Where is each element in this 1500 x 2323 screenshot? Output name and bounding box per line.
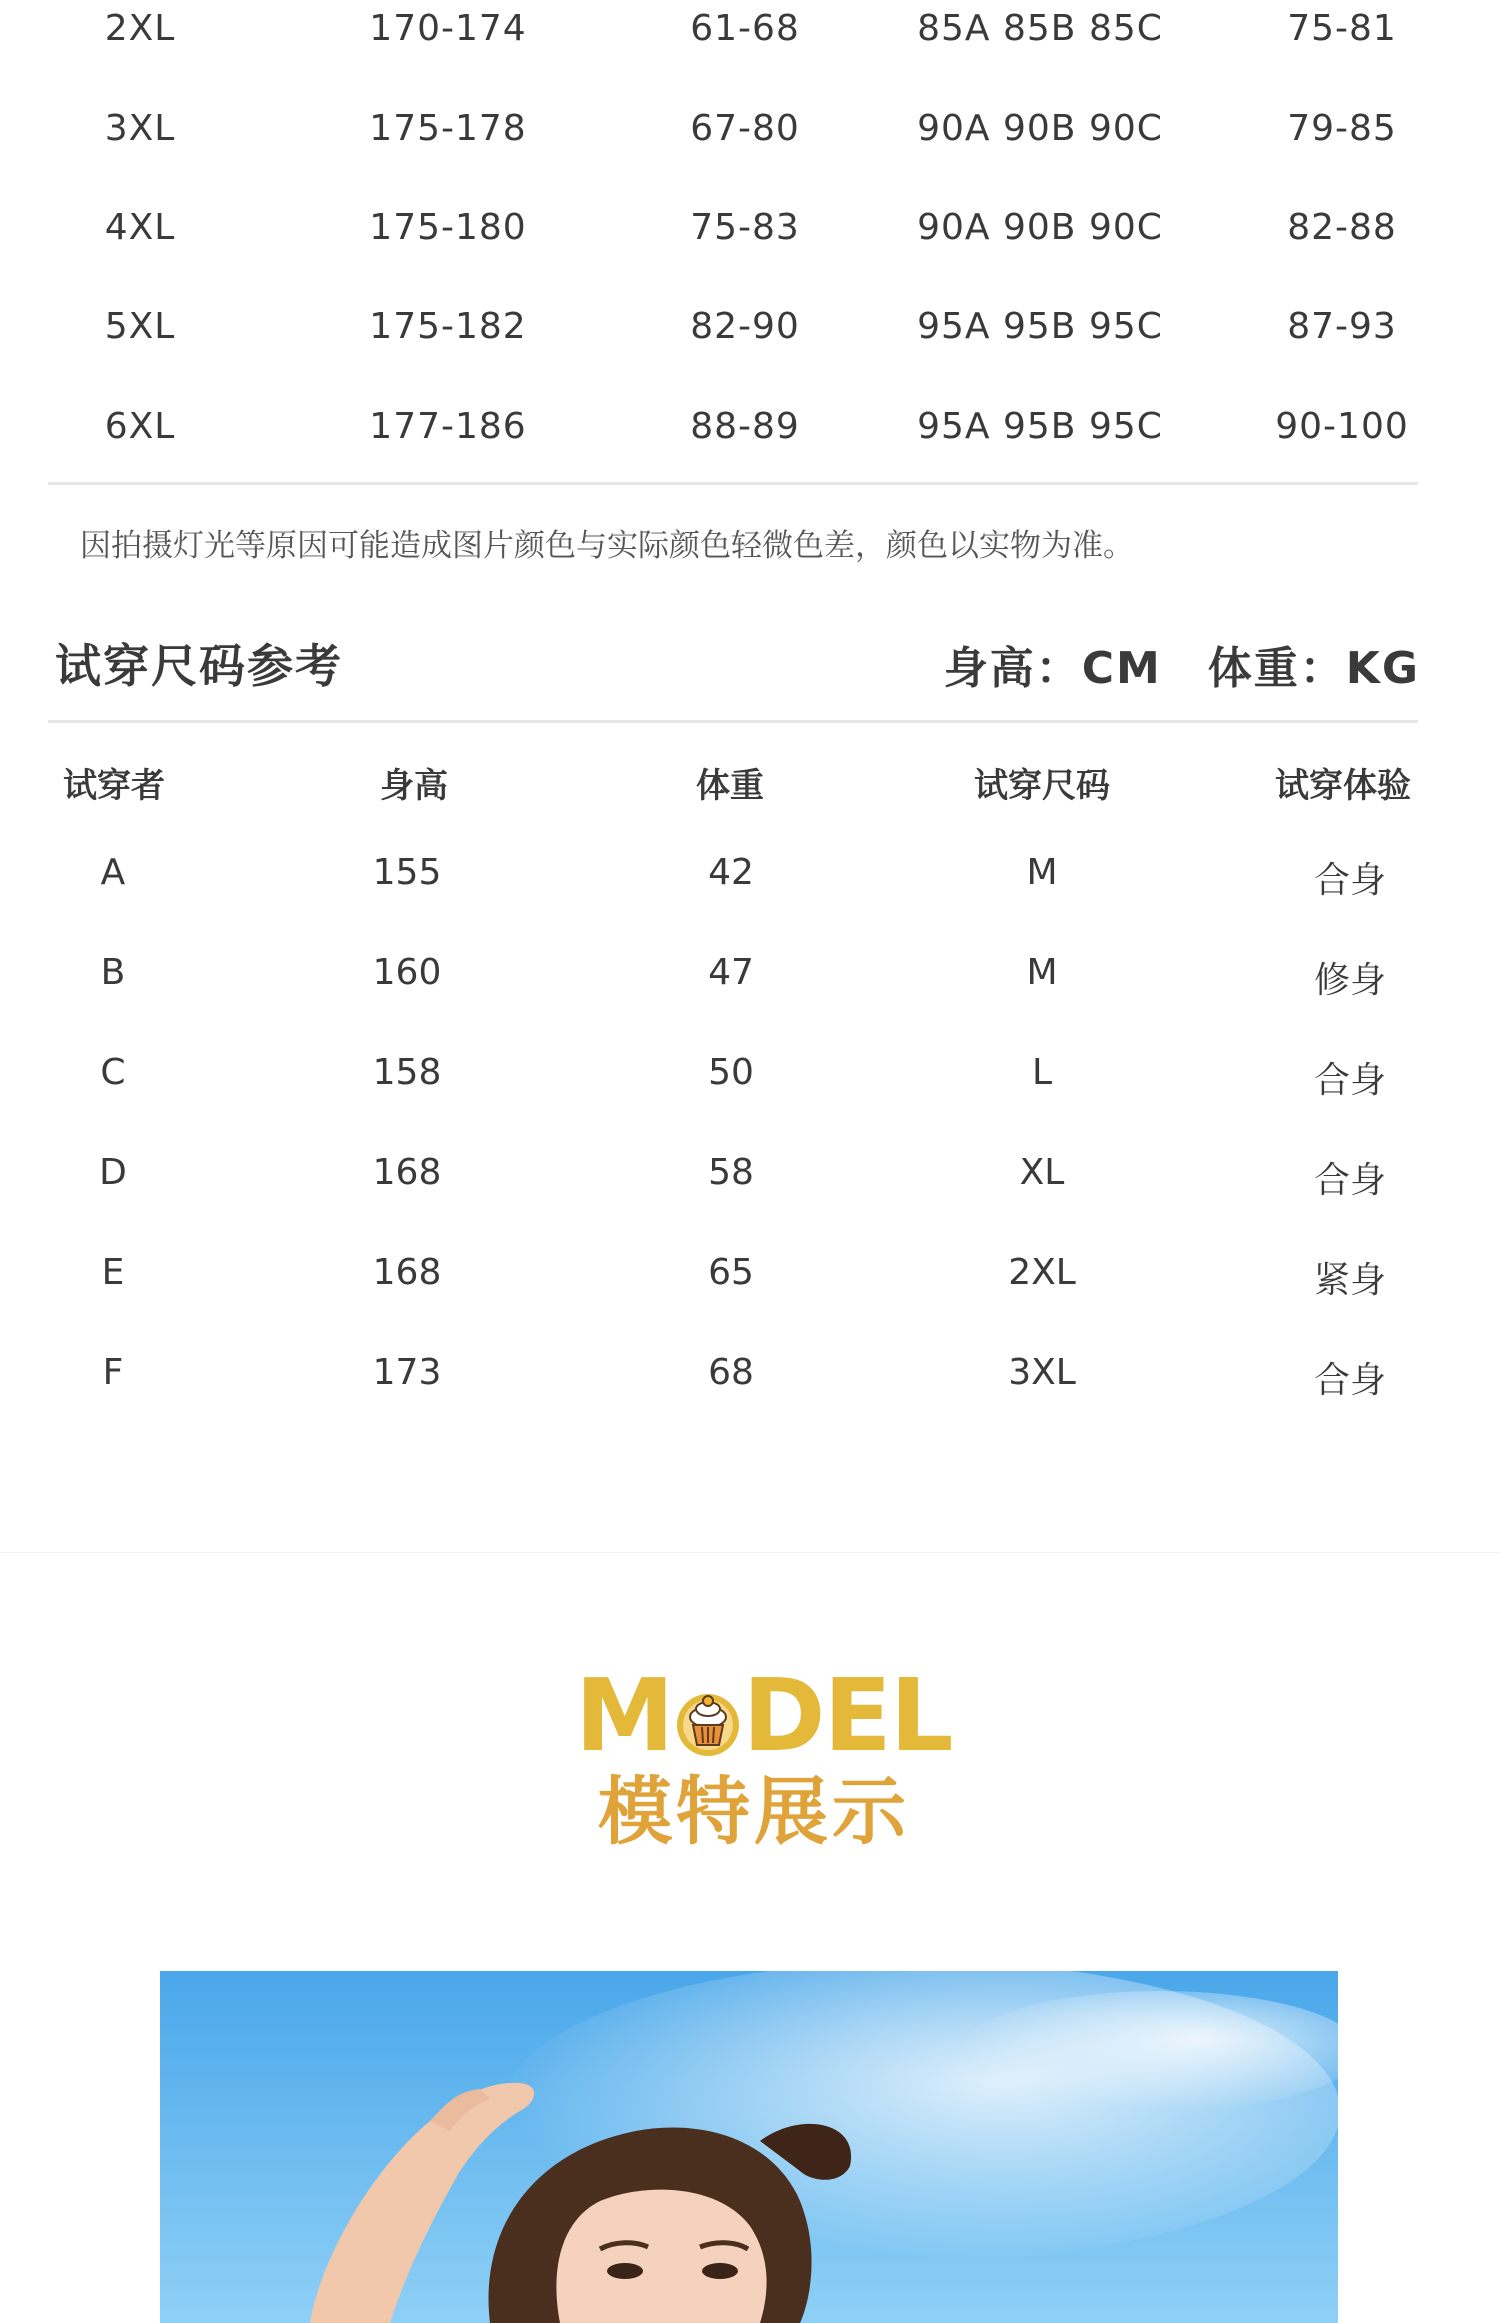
bust-cell: 95A 95B 95C	[917, 406, 1163, 447]
height-cell: 160	[372, 952, 442, 993]
tester-cell: E	[101, 1252, 125, 1293]
height-cell: 177-186	[369, 406, 527, 447]
waist-cell: 82-88	[1287, 207, 1397, 248]
tester-cell: F	[102, 1352, 124, 1393]
table-row	[0, 1252, 1500, 1307]
height-cell: 155	[372, 852, 442, 893]
fit-cell: 合身	[1313, 860, 1387, 901]
height-cell: 173	[372, 1352, 442, 1393]
fit-cell: 合身	[1313, 1360, 1387, 1401]
height-cell: 168	[372, 1152, 442, 1193]
fit-cell: 合身	[1313, 1160, 1387, 1201]
unit-label: 身高：CM 体重：KG	[943, 643, 1420, 694]
bust-cell: 90A 90B 90C	[917, 108, 1163, 149]
model-logo	[575, 1657, 952, 1774]
table-row	[0, 0, 1500, 60]
size-cell: 2XL	[1008, 1252, 1076, 1293]
header-tryon-size: 试穿尺码	[974, 766, 1110, 806]
weight-cell: 65	[708, 1252, 754, 1293]
weight-cell: 67-80	[690, 108, 800, 149]
fit-cell: 紧身	[1313, 1260, 1387, 1301]
size-cell: 4XL	[104, 207, 176, 248]
size-cell: 2XL	[104, 8, 176, 49]
bust-cell: 90A 90B 90C	[917, 207, 1163, 248]
tester-cell: C	[100, 1052, 126, 1093]
table-row	[0, 952, 1500, 1007]
tester-cell: A	[100, 852, 126, 893]
table-row	[0, 298, 1500, 358]
tester-cell: B	[100, 952, 126, 993]
weight-cell: 75-83	[690, 207, 800, 248]
height-cell: 158	[372, 1052, 442, 1093]
header-tester: 试穿者	[63, 766, 165, 806]
table-row	[0, 398, 1500, 458]
header-height: 身高	[380, 766, 448, 806]
fit-cell: 合身	[1313, 1060, 1387, 1101]
size-cell: 3XL	[104, 108, 176, 149]
weight-cell: 82-90	[690, 306, 800, 347]
size-cell: 6XL	[104, 406, 176, 447]
divider	[48, 482, 1418, 485]
color-disclaimer-note: 因拍摄灯光等原因可能造成图片颜色与实际颜色轻微色差，颜色以实物为准。	[80, 528, 1134, 564]
bust-cell: 85A 85B 85C	[917, 8, 1163, 49]
model-photo	[160, 1971, 1338, 2323]
logo-letter-m: M	[575, 1657, 673, 1774]
table-row	[0, 1152, 1500, 1207]
model-subtitle: 模特展示	[598, 1769, 910, 1855]
size-cell: M	[1026, 952, 1058, 993]
size-cell: 3XL	[1008, 1352, 1076, 1393]
logo-letters-del: DEL	[742, 1657, 952, 1774]
weight-cell: 42	[708, 852, 754, 893]
table-row	[0, 199, 1500, 259]
height-cell: 175-182	[369, 306, 527, 347]
weight-cell: 47	[708, 952, 754, 993]
table-header-row	[0, 758, 1500, 808]
weight-cell: 50	[708, 1052, 754, 1093]
height-cell: 168	[372, 1252, 442, 1293]
size-cell: L	[1031, 1052, 1053, 1093]
section-title: 试穿尺码参考	[55, 639, 343, 693]
size-cell: XL	[1019, 1152, 1065, 1193]
waist-cell: 87-93	[1287, 306, 1397, 347]
tester-cell: D	[99, 1152, 127, 1193]
size-cell: M	[1026, 852, 1058, 893]
header-fit-experience: 试穿体验	[1275, 766, 1411, 806]
waist-cell: 75-81	[1287, 8, 1397, 49]
table-row	[0, 100, 1500, 160]
waist-cell: 90-100	[1275, 406, 1409, 447]
weight-cell: 88-89	[690, 406, 800, 447]
table-row	[0, 852, 1500, 907]
header-weight: 体重	[696, 766, 764, 806]
divider	[48, 720, 1418, 723]
weight-cell: 68	[708, 1352, 754, 1393]
size-cell: 5XL	[104, 306, 176, 347]
fit-cell: 修身	[1313, 960, 1387, 1001]
waist-cell: 79-85	[1287, 108, 1397, 149]
table-row	[0, 1352, 1500, 1407]
cupcake-icon	[675, 1681, 741, 1765]
model-showcase-section	[0, 1552, 1500, 2323]
weight-cell: 61-68	[690, 8, 800, 49]
height-cell: 175-180	[369, 207, 527, 248]
table-row	[0, 1052, 1500, 1107]
height-cell: 175-178	[369, 108, 527, 149]
height-cell: 170-174	[369, 8, 527, 49]
bust-cell: 95A 95B 95C	[917, 306, 1163, 347]
weight-cell: 58	[708, 1152, 754, 1193]
